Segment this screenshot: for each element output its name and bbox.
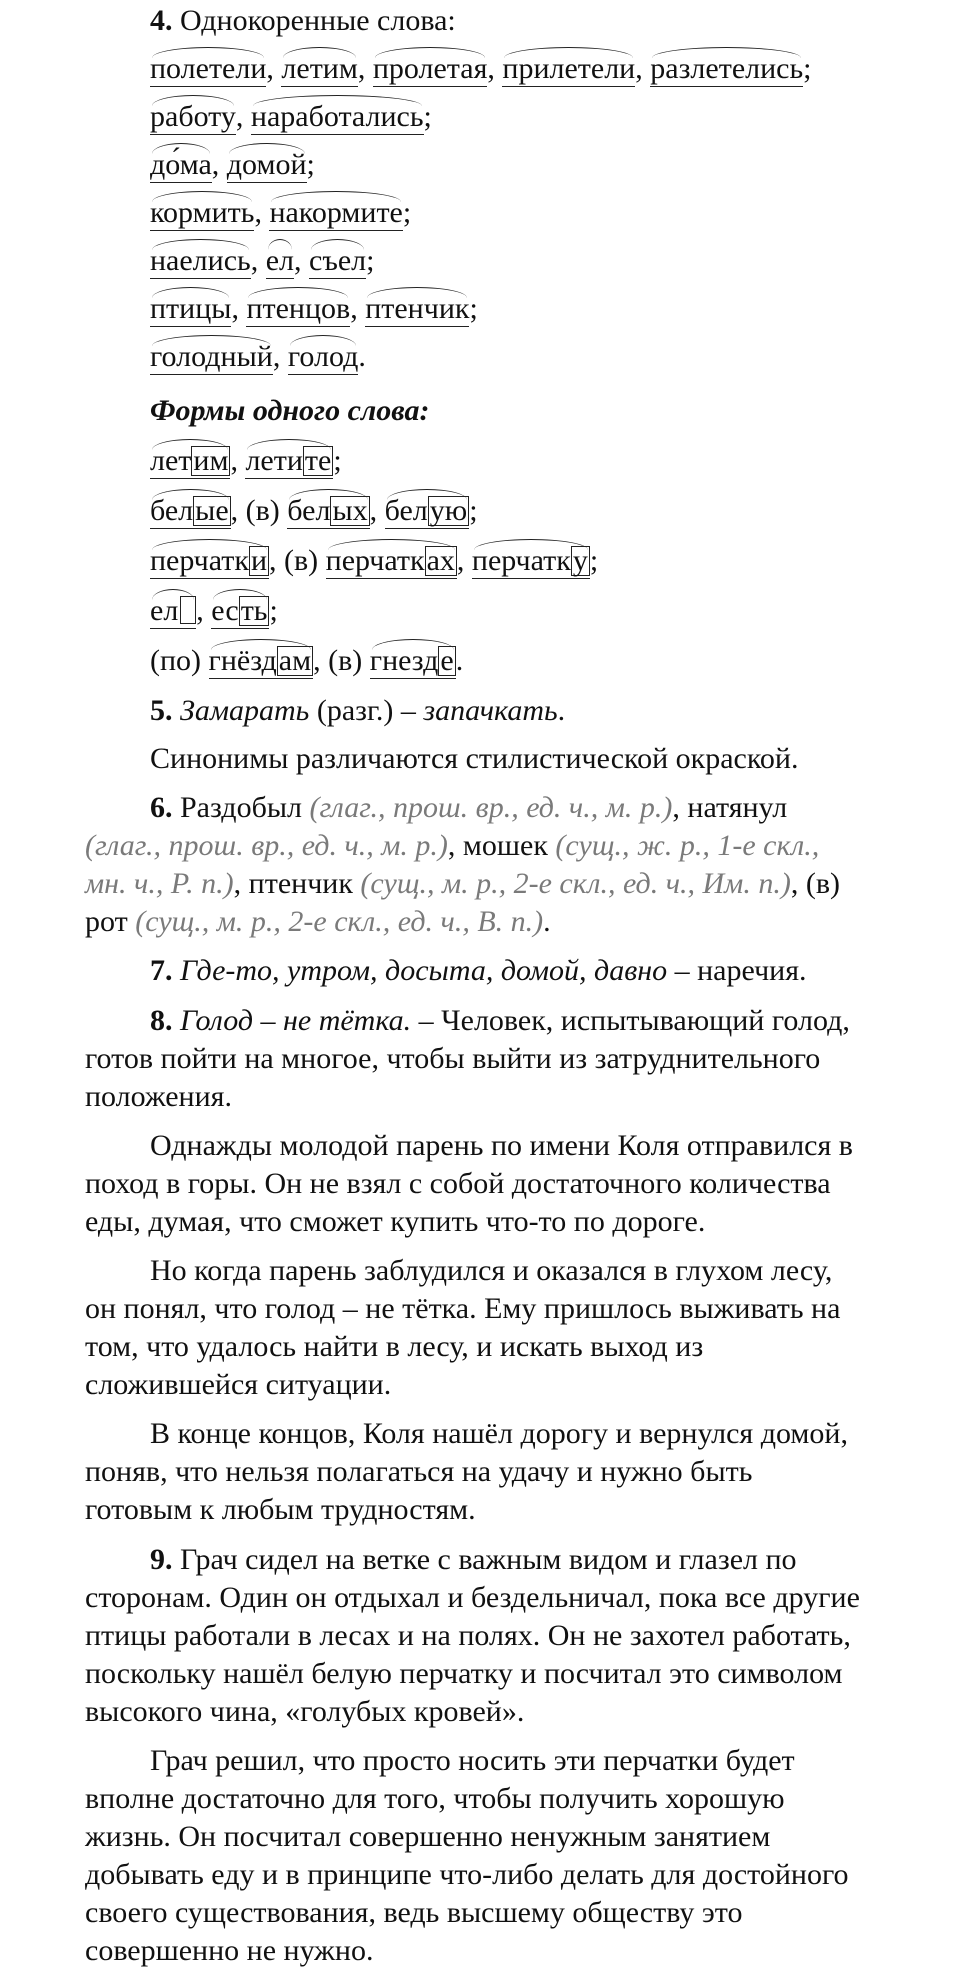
ex9-p2-line-5: своего существования, ведь высшему обществу это [85, 1896, 743, 1929]
text: Раздобыл [172, 791, 310, 824]
word [385, 495, 470, 529]
text: рот [85, 905, 136, 938]
sep: , [456, 544, 472, 577]
forms-line-4 [150, 592, 940, 630]
ex5-number: 5. [150, 694, 173, 727]
forms-heading [150, 392, 940, 430]
ex8-p3-line-2: он понял, что голод – не тётка. Ему пришлось выживать на [85, 1292, 841, 1325]
ex8-p3-line-3: том, что удалось найти в лесу, и искать выход из [85, 1330, 704, 1363]
word: кормить [150, 196, 255, 229]
ex4-line-2 [150, 98, 940, 136]
ex9-p2-line-4: добывать еду и в принципе что-либо делать для достойного [85, 1858, 849, 1891]
text: , натянул [672, 791, 788, 824]
sep: , [350, 292, 366, 325]
word [150, 495, 231, 529]
ex8-line-1 [150, 1002, 940, 1040]
ex8-p2-line-1: Однажды молодой парень по имени Коля отправился в [150, 1129, 853, 1162]
sep: , [235, 100, 251, 133]
ending: им [193, 444, 229, 477]
ending: ах [426, 544, 455, 577]
ex9-p2-line-6: совершенно не нужно. [85, 1934, 374, 1967]
sep: , (в) [269, 544, 326, 577]
word: разлетелись [650, 52, 804, 85]
stem: перчатк [150, 544, 249, 577]
text: – Человек, испытывающий голод, [411, 1004, 850, 1037]
forms-line-3 [150, 542, 940, 580]
ex9-p1-line-5: высокого чина, «голубых кровей». [85, 1695, 525, 1728]
ex8-line-3: положения. [85, 1080, 232, 1113]
forms-line-5 [150, 642, 940, 680]
ending: у [572, 544, 588, 577]
ending: ую [429, 494, 468, 527]
sep: ; [423, 100, 432, 133]
ex6-line-1 [150, 789, 940, 827]
word: до́ма [150, 148, 212, 181]
ex8-p4-line-1: В конце концов, Коля нашёл дорогу и вернулся домой, [150, 1417, 848, 1450]
sep: ; [333, 444, 342, 477]
ex5-word: Замарать [180, 694, 310, 727]
sep: ; [589, 544, 599, 577]
ex8-number: 8. [150, 1004, 173, 1037]
ex9-p2-line-1: Грач решил, что просто носить эти перчатки будет [150, 1744, 795, 1777]
ex6-line-4 [85, 903, 935, 941]
sep: ; [803, 52, 812, 85]
word [287, 495, 369, 529]
ex5-note: (разг.) – [309, 694, 424, 727]
stem: гнёзд [208, 644, 277, 677]
word: прилетели [502, 52, 636, 85]
ex7-number: 7. [150, 954, 173, 987]
ex9-number: 9. [150, 1543, 173, 1576]
sep: , (в) [230, 494, 288, 527]
ex6-line-3 [85, 865, 935, 903]
grammar-note: (глаг., прош. вр., ед. ч., м. р.) [309, 791, 673, 824]
stem: лет [245, 444, 287, 477]
sep: ; [469, 292, 478, 325]
sep: , [254, 196, 270, 229]
sep: , [211, 148, 227, 181]
ex8-p2-line-3: еды, думая, что сможет купить что-то по дороге. [85, 1205, 706, 1238]
stem: ес [211, 594, 239, 627]
word: съел [309, 244, 367, 277]
ending: е [440, 644, 454, 677]
word: птенцов [246, 292, 351, 325]
stem: ел [150, 594, 179, 627]
ex4-heading [150, 2, 940, 40]
word: наработались [250, 100, 424, 133]
sep: , [357, 52, 373, 85]
stem: бел [287, 494, 331, 527]
sep: , [196, 594, 212, 627]
text: , птенчик [233, 867, 361, 900]
ex4-title: Однокоренные слова: [180, 4, 456, 37]
text: , мошек [447, 829, 556, 862]
word: домой [226, 148, 307, 181]
ex5-synonym: запачкать [423, 694, 558, 727]
stem: гнезд [369, 644, 439, 677]
grammar-note: (сущ., ж. р., 1-е скл., [555, 829, 820, 862]
ex6-line-2 [85, 827, 935, 865]
word [472, 545, 590, 579]
ex8-p3-line-1: Но когда парень заблудился и оказался в глухом лесу, [150, 1254, 833, 1287]
ex9-p1-line-1 [150, 1541, 940, 1579]
text: Грач сидел на ветке с важным видом и глазел по [172, 1543, 797, 1576]
ex4-line-6 [150, 290, 940, 328]
ending: ые [195, 494, 229, 527]
word: птицы [150, 292, 232, 325]
forms-title: Формы одного слова: [150, 394, 430, 427]
word: летим [281, 52, 358, 85]
word [370, 645, 456, 679]
sep: , [369, 494, 385, 527]
ex4-line-4 [150, 194, 940, 232]
ex8-p3-line-4: сложившейся ситуации. [85, 1368, 392, 1401]
stem: бел [384, 494, 428, 527]
ex4-line-1 [150, 50, 940, 88]
word [209, 645, 314, 679]
sep: ; [469, 494, 478, 527]
word [326, 545, 457, 579]
ex8-p4-line-2: поняв, что нельзя полагаться на удачу и нужно быть [85, 1455, 753, 1488]
sep: , [250, 244, 266, 277]
word: накормите [269, 196, 403, 229]
word: наелись [150, 244, 251, 277]
sep: , [294, 244, 310, 277]
ex4-line-7 [150, 338, 940, 376]
ex8-line-2: готов пойти на многое, чтобы выйти из затруднительного [85, 1042, 821, 1075]
ex9-p1-line-3: птицы работали в лесах и на полях. Он не захотел работать, [85, 1619, 851, 1652]
sep: . [557, 694, 566, 727]
text: – наречия. [667, 954, 807, 987]
stem: бел [150, 494, 194, 527]
sep: , [272, 340, 288, 373]
word: голодный [150, 340, 273, 373]
ex8-p2-line-2: поход в горы. Он не взял с собой достаточного количества [85, 1167, 831, 1200]
sep: . [358, 340, 366, 373]
word [150, 595, 196, 629]
text: , (в) [790, 867, 840, 900]
ex6-number: 6. [150, 791, 173, 824]
ending: ть [240, 594, 268, 627]
ex5-text: Синонимы различаются стилистической окраской. [150, 742, 799, 775]
stem: лет [150, 444, 192, 477]
ex7-words: Где-то, утром, досыта, домой, давно [172, 954, 668, 987]
grammar-note: (глаг., прош. вр., ед. ч., м. р.) [85, 829, 448, 862]
word: пролетая [372, 52, 488, 85]
ending: ам [278, 644, 312, 677]
ex8-proverb: Голод – не тётка. [172, 1004, 412, 1037]
text: . [543, 905, 551, 938]
sep: , [266, 52, 282, 85]
ending: ых [332, 494, 368, 527]
ex4-line-3 [150, 146, 940, 184]
word: полетели [150, 52, 267, 85]
sep: . [455, 644, 464, 677]
ex5-line [150, 692, 940, 730]
ex8-p4-line-3: готовым к любым трудностям. [85, 1493, 476, 1526]
sep: , [230, 444, 246, 477]
sep: ; [402, 196, 412, 229]
zero-ending [180, 596, 196, 624]
ex7-line [150, 952, 940, 990]
sep: , [635, 52, 651, 85]
forms-line-1 [150, 442, 940, 480]
forms-line-2 [150, 492, 940, 530]
suffix: и [286, 444, 303, 477]
ex9-p2-line-2: вполне достаточно для того, чтобы получить хорошую [85, 1782, 785, 1815]
ending: и [250, 544, 267, 577]
grammar-note: (сущ., м. р., 2-е скл., ед. ч., Им. п.) [360, 867, 791, 900]
word [150, 445, 230, 479]
sep: ; [306, 148, 315, 181]
ex9-p1-line-2: сторонам. Один он отдыхал и бездельничал, пока все другие [85, 1581, 860, 1614]
grammar-note: (сущ., м. р., 2-е скл., ед. ч., В. п.) [135, 905, 544, 938]
grammar-note: мн. ч., Р. п.) [85, 867, 234, 900]
preposition: (по) [150, 644, 209, 677]
ending: те [304, 444, 332, 477]
sep: , (в) [313, 644, 370, 677]
sep: ; [269, 594, 278, 627]
word [150, 545, 269, 579]
ex9-p1-line-4: поскольку нашёл белую перчатку и посчитал это символом [85, 1657, 843, 1690]
sep: , [487, 52, 503, 85]
word: работу [150, 100, 236, 133]
sep: , [231, 292, 247, 325]
word [245, 445, 333, 479]
stem: перчатк [471, 544, 571, 577]
word [211, 595, 269, 629]
ex9-p2-line-3: жизнь. Он посчитал совершенно ненужным занятием [85, 1820, 771, 1853]
sep: ; [366, 244, 375, 277]
stem: перчатк [325, 544, 425, 577]
ex4-number: 4. [150, 4, 173, 37]
word: ел [265, 244, 295, 277]
ex4-line-5 [150, 242, 940, 280]
word: голод [287, 340, 359, 373]
word: птенчик [365, 292, 470, 325]
